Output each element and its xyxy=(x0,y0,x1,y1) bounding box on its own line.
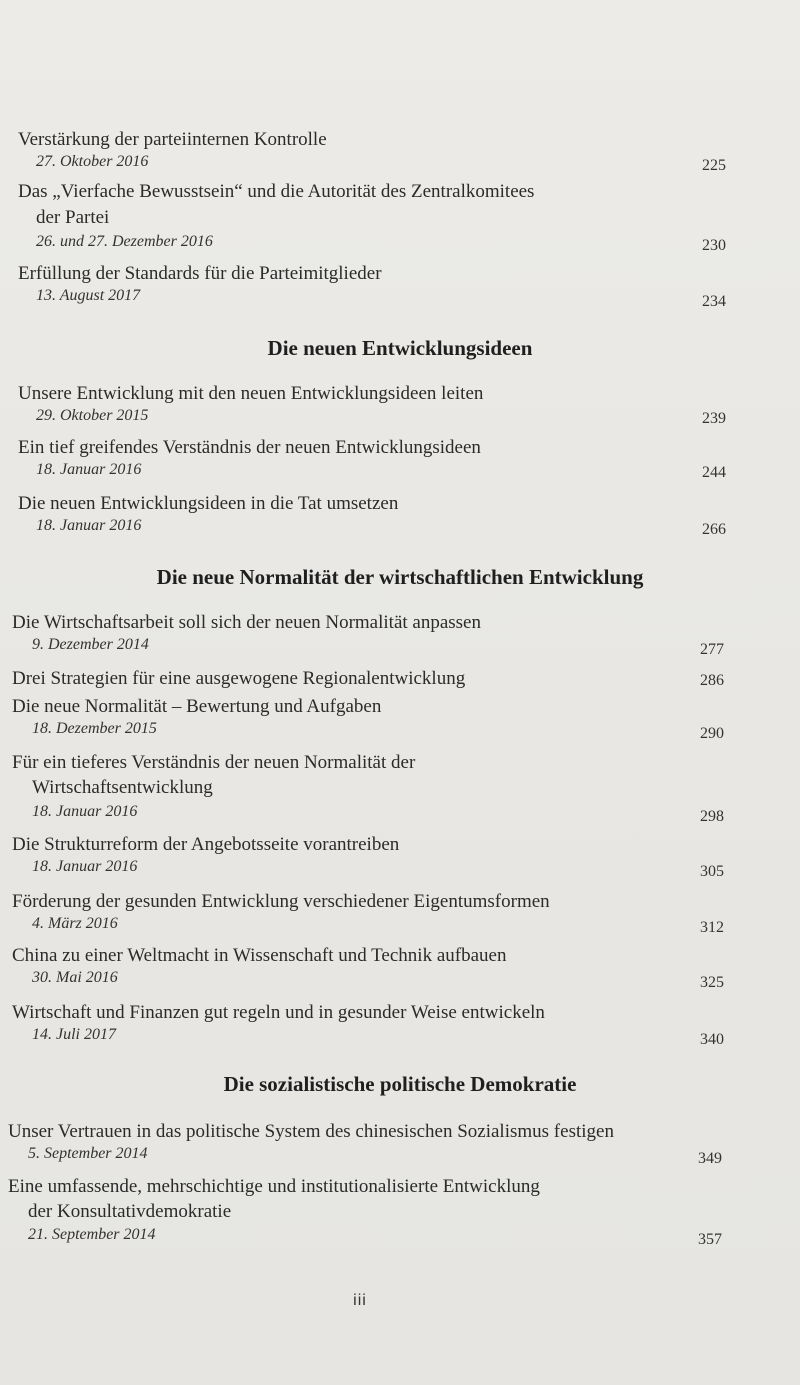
toc-entry-title: Verstärkung der parteiinternen Kontrolle xyxy=(18,129,327,150)
page-number: iii xyxy=(353,1292,367,1309)
toc-entry-title: Für ein tieferes Verständnis der neuen Normalität der xyxy=(12,752,416,773)
toc-entry-title: Erfüllung der Standards für die Parteimitglieder xyxy=(18,263,382,284)
toc-entry-page: 239 xyxy=(702,410,726,427)
toc-entry-date: 13. August 2017 xyxy=(36,287,141,304)
toc-entry-title: Die neue Normalität – Bewertung und Aufgaben xyxy=(12,696,382,717)
toc-entry-date: 26. und 27. Dezember 2016 xyxy=(36,233,213,250)
toc-entry-page: 244 xyxy=(702,464,726,481)
toc-entry-page: 277 xyxy=(700,641,724,658)
toc-entry-page: 298 xyxy=(700,808,724,825)
toc-entry-page: 340 xyxy=(700,1031,724,1048)
toc-entry-title: Drei Strategien für eine ausgewogene Regionalentwicklung xyxy=(12,668,466,689)
toc-entry-title: Ein tief greifendes Verständnis der neuen Entwicklungsideen xyxy=(18,437,481,458)
toc-entry-title: Unser Vertrauen in das politische System des chinesischen Sozialismus festigen xyxy=(8,1121,614,1142)
toc-entry-date: 5. September 2014 xyxy=(28,1145,148,1162)
toc-entry-page: 286 xyxy=(700,672,724,689)
toc-entry-date: 9. Dezember 2014 xyxy=(32,636,149,653)
toc-entry-date: 18. Januar 2016 xyxy=(36,517,142,534)
toc-entry-title: Wirtschaft und Finanzen gut regeln und in gesunder Weise entwickeln xyxy=(12,1002,545,1023)
section-heading: Die neue Normalität der wirtschaftlichen Entwicklung xyxy=(156,565,644,589)
toc-entry-page: 266 xyxy=(702,521,726,538)
toc-entry-date: 18. Januar 2016 xyxy=(32,858,138,875)
section-heading: Die neuen Entwicklungsideen xyxy=(267,336,533,360)
toc-entry-page: 305 xyxy=(700,863,724,880)
toc-entry-title: Förderung der gesunden Entwicklung verschiedener Eigentumsformen xyxy=(12,891,550,912)
toc-entry-page: 230 xyxy=(702,237,726,254)
toc-entry-date: 29. Oktober 2015 xyxy=(36,407,149,424)
toc-entry-date: 27. Oktober 2016 xyxy=(36,153,149,170)
toc-entry-page: 290 xyxy=(700,725,724,742)
toc-entry-title: Die neuen Entwicklungsideen in die Tat umsetzen xyxy=(18,493,399,514)
section-heading: Die sozialistische politische Demokratie xyxy=(223,1072,577,1096)
toc-entry-title: Die Strukturreform der Angebotsseite vorantreiben xyxy=(12,834,400,855)
toc-entry-title: Eine umfassende, mehrschichtige und institutionalisierte Entwicklung xyxy=(8,1176,540,1197)
toc-entry-title-continued: Wirtschaftsentwicklung xyxy=(32,777,213,798)
toc-entry-date: 30. Mai 2016 xyxy=(32,969,118,986)
toc-entry-page: 312 xyxy=(700,919,724,936)
toc-entry-date: 18. Januar 2016 xyxy=(32,803,138,820)
toc-entry-title: China zu einer Weltmacht in Wissenschaft und Technik aufbauen xyxy=(12,945,507,966)
toc-entry-page: 349 xyxy=(698,1150,722,1167)
toc-entry-page: 357 xyxy=(698,1231,722,1248)
toc-entry-title: Unsere Entwicklung mit den neuen Entwicklungsideen leiten xyxy=(18,383,484,404)
toc-entry-title-continued: der Konsultativdemokratie xyxy=(28,1201,232,1222)
toc-entry-date: 4. März 2016 xyxy=(32,915,118,932)
toc-entry-date: 18. Dezember 2015 xyxy=(32,720,157,737)
toc-entry-date: 21. September 2014 xyxy=(28,1226,156,1243)
toc-entry-page: 225 xyxy=(702,157,726,174)
toc-entry-page: 325 xyxy=(700,974,724,991)
toc-entry-title: Das „Vierfache Bewusstsein“ und die Autorität des Zentralkomitees xyxy=(18,181,535,202)
toc-entry-title-continued: der Partei xyxy=(36,207,110,228)
toc-entry-date: 18. Januar 2016 xyxy=(36,461,142,478)
toc-entry-date: 14. Juli 2017 xyxy=(32,1026,116,1043)
toc-entry-page: 234 xyxy=(702,293,726,310)
toc-entry-title: Die Wirtschaftsarbeit soll sich der neuen Normalität anpassen xyxy=(12,612,481,633)
